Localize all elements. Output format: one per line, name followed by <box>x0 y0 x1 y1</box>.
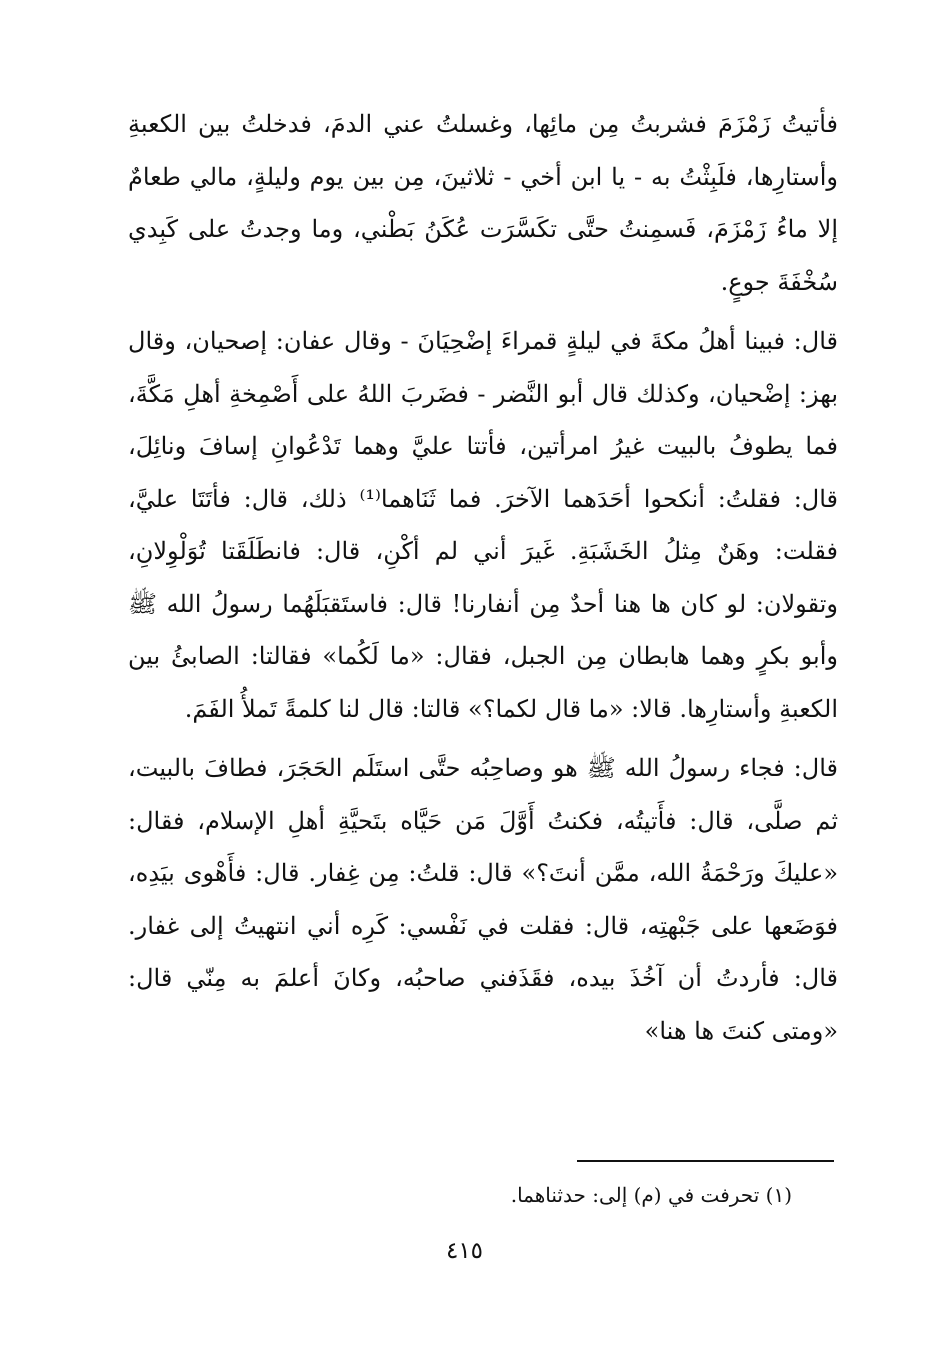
footnote: (١) تحرفت في (م) إلى: حدثناهما. <box>510 1183 792 1207</box>
main-text <box>128 98 838 1057</box>
footnote-separator <box>577 1160 834 1162</box>
paragraph-3: قال: فجاء رسولُ الله ﷺ هو وصاحِبُه حتَّى استَلَم الحَجَرَ، فطافَ بالبيت، ثم صلَّى، قال: فأَتيتُه، فكنتُ أَوَّلَ مَن حَيَّاه بتَحيَّةِ أهلِ الإسلام، فقال: «عليكَ ورَحْمَةُ الله، ممَّن أنتَ؟» قال: قلتُ: مِن غِفار. قال: فأَهْوى بيَدِه، فوَضَعها على جَبْهتِه، قال: فقلت في نَفْسي: كَرِه أني انتهيتُ إلى غفار. قال: فأردتُ أن آخُذَ بيده، فقَذَفني صاحبُه، وكانَ أعلمَ به مِنّي قال: «ومتى كنتَ ها هنا» <box>128 754 838 1045</box>
page-number: ٤١٥ <box>445 1238 484 1264</box>
paragraph-2: قال: فبينا أهلُ مكةَ في ليلةٍ قمراءَ إضْحِيَانَ - وقال عفان: إصحيان، وقال بهز: إضْحيان، وكذلك قال أبو النَّضر - فضَربَ اللهُ على أَصْمِخةِ أهلِ مَكَّةَ، فما يطوفُ بالبيت غيرُ امرأتين، فأتتا عليَّ وهما تَدْعُوانِ إسافَ ونائِلَ، قال: فقلتُ: أنكحوا أحَدَهما الآخرَ. فما ثَنَاهما⁽¹⁾ ذلك، قال: فأتَتَا عليَّ، فقلت: وهَنٌ مِثلُ الخَشَبَةِ. غَيرَ أني لم أكْنِ، قال: فانطَلَقَتا تُوَلْوِلانِ، وتقولان: لو كان ها هنا أحدٌ مِن أنفارنا! قال: فاستَقبَلَهُما رسولُ الله ﷺ وأبو بكرٍ وهما هابطان مِن الجبل، فقال: «ما لَكُما» فقالتا: الصابئُ بين الكعبةِ وأستارِها. قالا: «ما قال لكما؟» قالتا: قال لنا كلمةً تَملأُ الفَمَ. <box>128 327 839 723</box>
paragraph-1: فأتيتُ زَمْزَمَ فشربتُ مِن مائِها، وغسلتُ عني الدمَ، فدخلتُ بين الكعبةِ وأستارِها، فلَبِثْتُ به - يا ابن أخي - ثلاثينَ، مِن بين يوم وليلةٍ، مالي طعامٌ إلا ماءُ زَمْزَمَ، فَسمِنتُ حتَّى تكَسَّرَت عُكَنُ بَطْني، وما وجدتُ على كَبِدي سُخْفَةَ جوعٍ. <box>128 110 838 296</box>
